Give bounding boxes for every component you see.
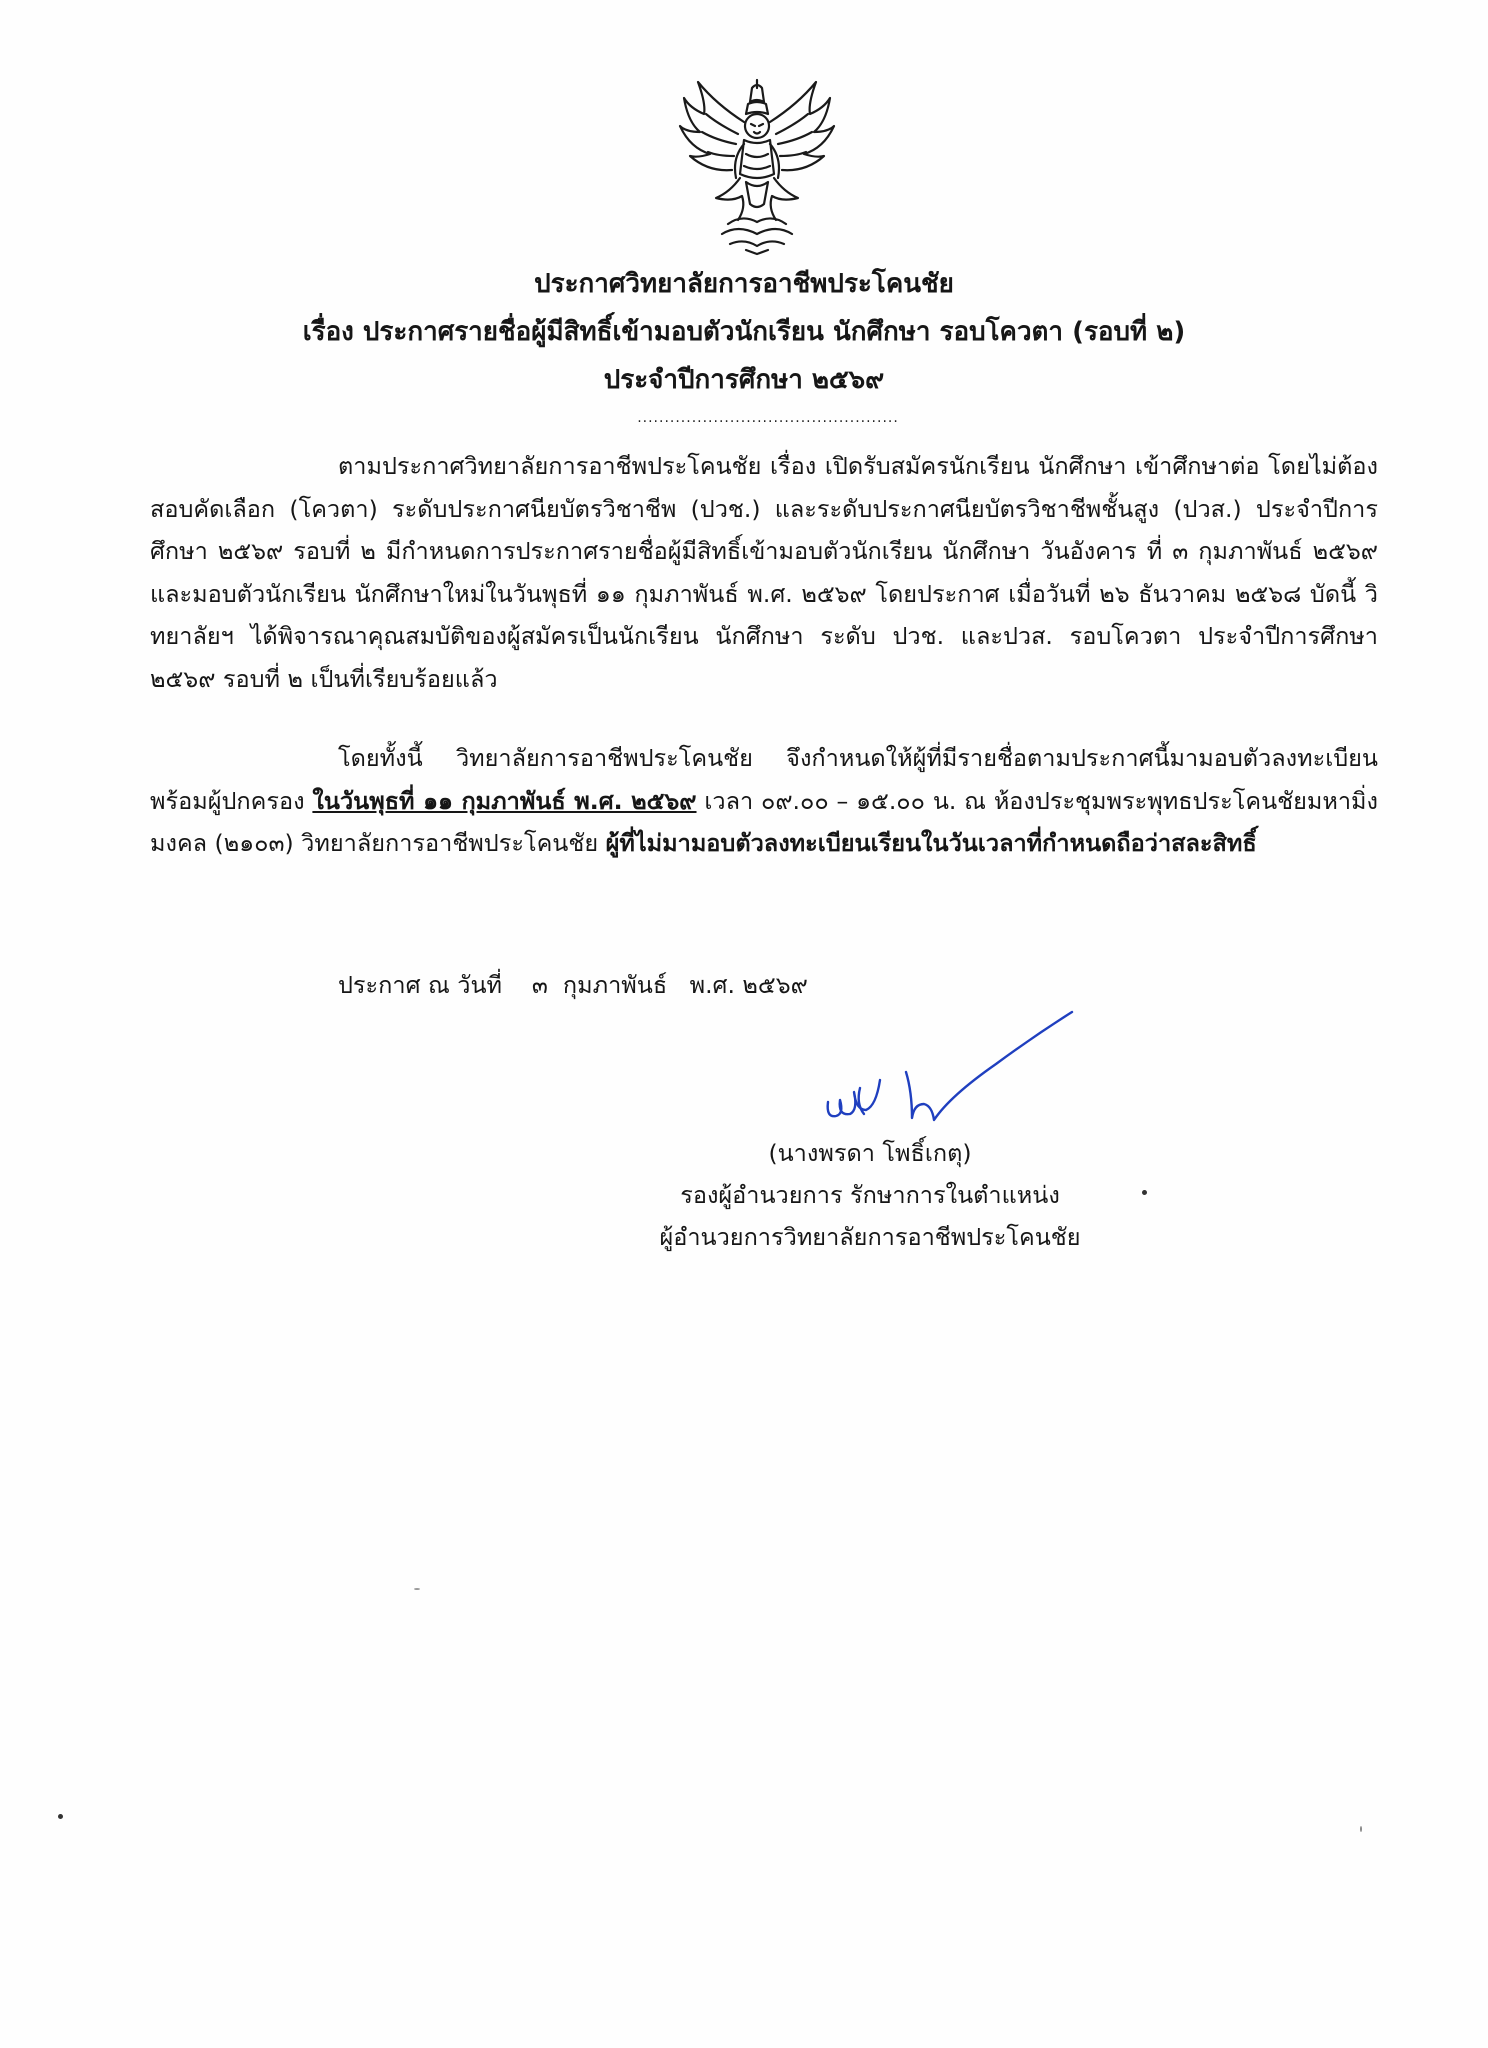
handwritten-signature <box>820 1006 1080 1146</box>
header-separator: ................................................ <box>637 410 899 426</box>
announcement-date: ประกาศ ณ วันที่ ๓ กุมภาพันธ์ พ.ศ. ๒๕๖๙ <box>338 971 808 999</box>
signatory-title: ผู้อำนวยการวิทยาลัยการอาชีพประโคนชัย <box>659 1223 1081 1251</box>
body-paragraph-1: ตามประกาศวิทยาลัยการอาชีพประโคนชัย เรื่อง เปิดรับสมัครนักเรียน นักศึกษา เข้าศึกษาต่อ โดยไม่ต้องสอบคัดเลือก (โควตา) ระดับประกาศนียบัตรวิชาชีพ (ปวช.) และระดับประกาศนียบัตรวิชาชีพชั้นสูง (ปวส.) ประจำปีการศึกษา ๒๕๖๙ รอบที่ ๒ มีกำหนดการประกาศรายชื่อผู้มีสิทธิ์เข้ามอบตัวนักเรียน นักศึกษา วันอังคาร ที่ ๓ กุมภาพันธ์ ๒๕๖๙ และมอบตัวนักเรียน นักศึกษาใหม่ในวันพุธที่ ๑๑ กุมภาพันธ์ พ.ศ. ๒๕๖๙ โดยประกาศ เมื่อวันที่ ๒๖ ธันวาคม ๒๕๖๘ บัดนี้ วิทยาลัยฯ ได้พิจารณาคุณสมบัติของผู้สมัครเป็นนักเรียน นักศึกษา ระดับ ปวช. และปวส. รอบโควตา ประจำปีการศึกษา ๒๕๖๙ รอบที่ ๒ เป็นที่เรียบร้อยแล้ว <box>150 452 1378 693</box>
scan-speck <box>414 1588 420 1590</box>
report-date: ในวันพุธที่ ๑๑ กุมภาพันธ์ พ.ศ. ๒๕๖๙ <box>312 786 697 815</box>
paragraph-2-venue: เวลา ๐๙.๐๐ – ๑๕.๐๐ น. ณ ห้องประชุมพระพุทธประโคนชัยมหามิ่งมงคล (๒๑๐๓) วิทยาลัยการอาชีพประโคนชัย <box>150 786 1378 857</box>
garuda-emblem-icon <box>676 74 838 256</box>
signatory-position: รองผู้อำนวยการ รักษาการในตำแหน่ง <box>680 1181 1060 1209</box>
scan-speck <box>1142 1190 1147 1195</box>
forfeit-warning: ผู้ที่ไม่มามอบตัวลงทะเบียนเรียนในวันเวลาที่กำหนดถือว่าสละสิทธิ์ <box>605 829 1257 857</box>
paragraph-2-intro: โดยทั้งนี้ วิทยาลัยการอาชีพประโคนชัย จึงกำหนดให้ผู้ที่มีรายชื่อตามประกาศนี้มามอบตัวลงทะเบียน พร้อมผู้ปกครอง <box>150 744 1378 815</box>
announcement-title: ประกาศวิทยาลัยการอาชีพประโคนชัย <box>534 269 954 299</box>
body-paragraph-2 <box>150 737 1378 865</box>
scan-speck <box>58 1814 63 1819</box>
signatory-name: (นางพรดา โพธิ์เกตุ) <box>768 1139 972 1167</box>
scan-speck <box>1360 1826 1362 1832</box>
announcement-subject: เรื่อง ประกาศรายชื่อผู้มีสิทธิ์เข้ามอบตัวนักเรียน นักศึกษา รอบโควตา (รอบที่ ๒) <box>302 317 1186 347</box>
academic-year: ประจำปีการศึกษา ๒๕๖๙ <box>603 365 885 395</box>
